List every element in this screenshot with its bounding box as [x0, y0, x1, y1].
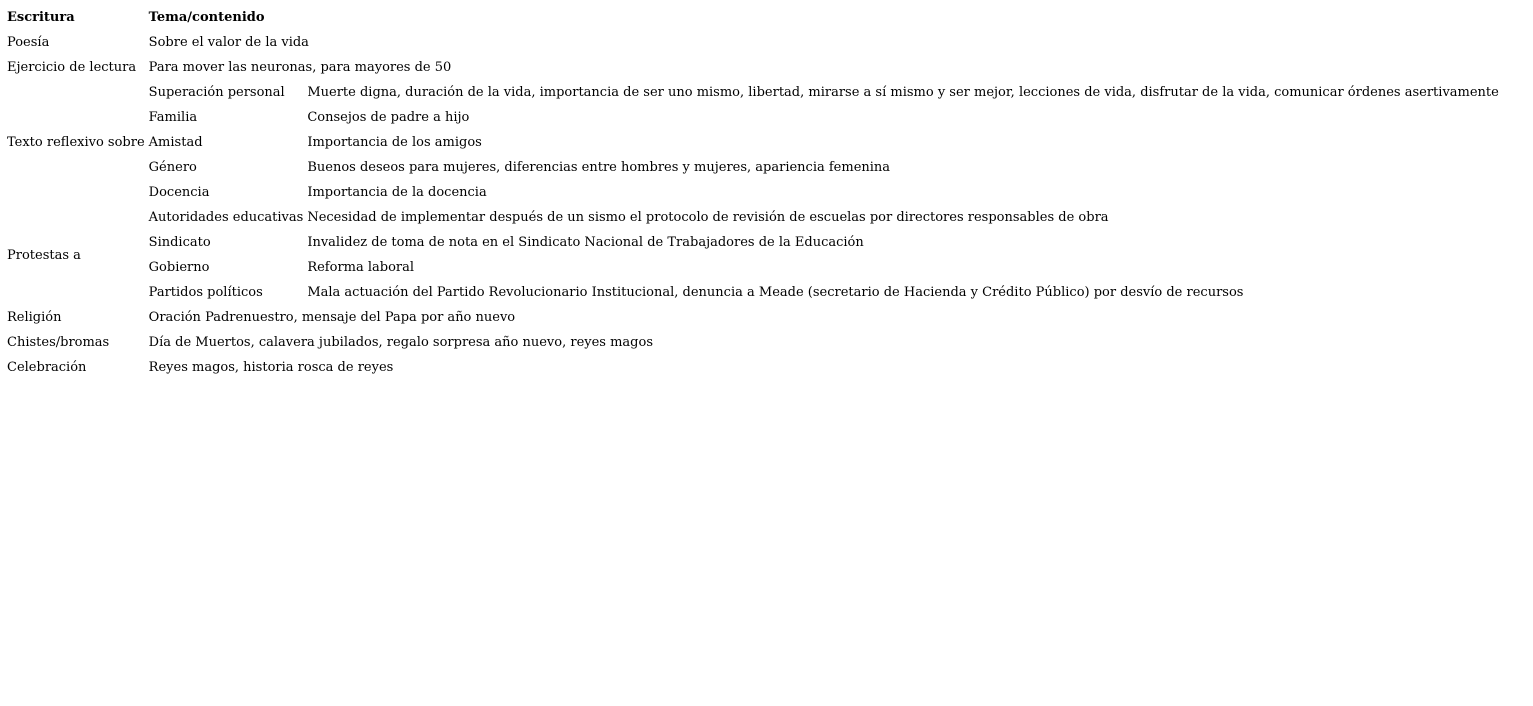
contenido-cell: Necesidad de implementar después de un sismo el protocolo de revisión de escuelas por directores responsables de obra	[307, 210, 1109, 225]
table-row	[5, 355, 1501, 380]
table-row	[5, 280, 1501, 305]
escritura-cell: Texto reflexivo sobre	[7, 135, 145, 150]
header-tema-contenido: Tema/contenido	[148, 10, 265, 25]
table-row	[5, 155, 1501, 180]
contenido-cell: Importancia de los amigos	[307, 135, 482, 150]
escritura-cell: Chistes/bromas	[7, 335, 110, 350]
contenido-cell: Buenos deseos para mujeres, diferencias entre hombres y mujeres, apariencia femenina	[307, 160, 891, 175]
table-row	[5, 105, 1501, 130]
tema-cell: Reyes magos, historia rosca de reyes	[148, 360, 394, 375]
table-header-row	[5, 5, 1501, 30]
table-row	[5, 130, 1501, 155]
contenido-cell: Mala actuación del Partido Revolucionario Institucional, denuncia a Meade (secretario de Hacienda y Crédito Público) por desvío de recursos	[307, 285, 1244, 300]
subtema-cell: Sindicato	[148, 235, 211, 250]
table-row	[5, 230, 1501, 255]
contenido-cell: Importancia de la docencia	[307, 185, 487, 200]
topics-table	[5, 5, 1501, 380]
subtema-cell: Superación personal	[148, 85, 285, 100]
tema-cell: Sobre el valor de la vida	[148, 35, 309, 50]
header-escritura: Escritura	[7, 10, 75, 25]
tema-cell: Oración Padrenuestro, mensaje del Papa por año nuevo	[148, 310, 516, 325]
escritura-cell: Religión	[7, 310, 62, 325]
table-row	[5, 55, 1501, 80]
table-row	[5, 305, 1501, 330]
table-row	[5, 255, 1501, 280]
escritura-cell: Celebración	[7, 360, 87, 375]
subtema-cell: Familia	[148, 110, 198, 125]
subtema-cell: Género	[148, 160, 197, 175]
subtema-cell: Amistad	[148, 135, 203, 150]
escritura-cell: Protestas a	[7, 247, 81, 263]
escritura-cell: Poesía	[7, 35, 50, 50]
table-row	[5, 180, 1501, 205]
subtema-cell: Autoridades educativas	[148, 210, 304, 225]
contenido-cell: Consejos de padre a hijo	[307, 110, 470, 125]
table-row	[5, 30, 1501, 55]
subtema-cell: Gobierno	[148, 260, 210, 275]
contenido-cell: Reforma laboral	[307, 260, 415, 275]
tema-cell: Para mover las neuronas, para mayores de 50	[148, 60, 452, 75]
contenido-cell: Invalidez de toma de nota en el Sindicato Nacional de Trabajadores de la Educación	[307, 235, 864, 250]
escritura-cell: Ejercicio de lectura	[7, 60, 137, 75]
table-row	[5, 330, 1501, 355]
subtema-cell: Partidos políticos	[148, 285, 263, 300]
tema-cell: Día de Muertos, calavera jubilados, regalo sorpresa año nuevo, reyes magos	[148, 335, 654, 350]
table-row	[5, 205, 1501, 230]
contenido-cell: Muerte digna, duración de la vida, importancia de ser uno mismo, libertad, mirarse a sí mismo y ser mejor, lecciones de vida, disfrutar de la vida, comunicar órdenes asertivamente	[307, 85, 1499, 100]
subtema-cell: Docencia	[148, 185, 210, 200]
table-row	[5, 80, 1501, 105]
